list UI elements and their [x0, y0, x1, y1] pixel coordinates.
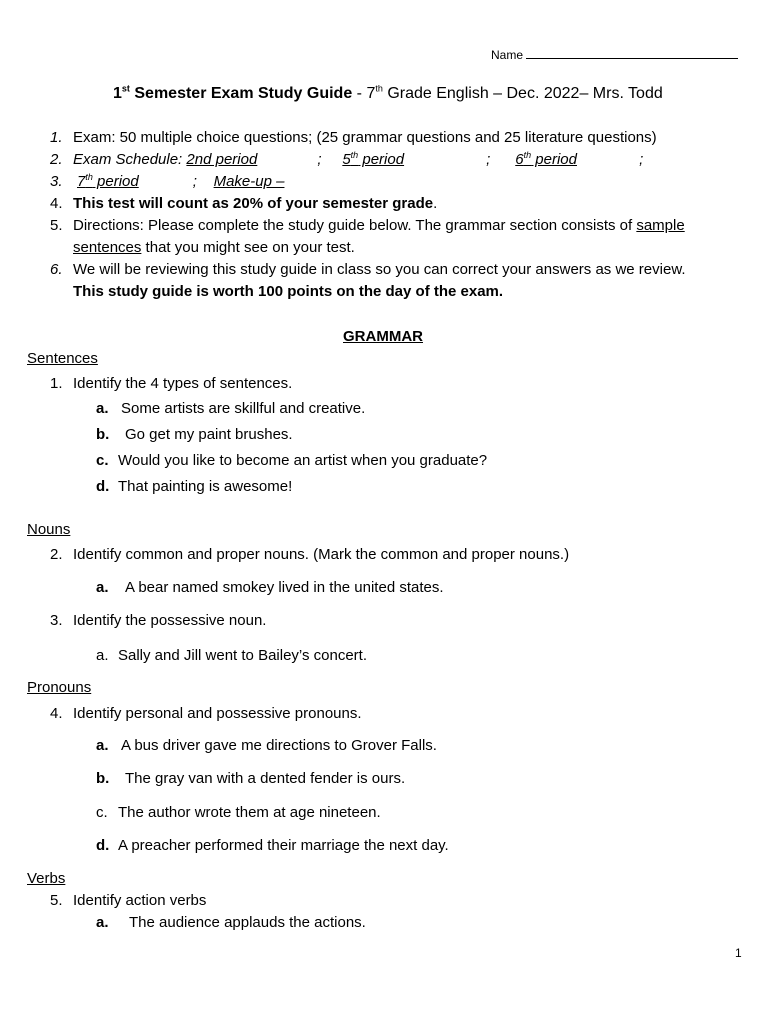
q2a-label: a. — [96, 579, 109, 596]
intro-item-2: Exam Schedule: 2nd period ; 5th period ; 6th period ; — [73, 150, 644, 168]
grammar-heading: GRAMMAR — [343, 328, 423, 345]
intro-item-6: We will be reviewing this study guide in class so you can correct your answers as we review. — [73, 261, 686, 278]
intro-item-1-num: 1. — [50, 129, 63, 146]
section-sentences: Sentences — [27, 350, 98, 367]
intro-item-4: This test will count as 20% of your semester grade. — [73, 195, 438, 212]
q2-text: Identify common and proper nouns. (Mark the common and proper nouns.) — [73, 546, 570, 563]
q1c-text: Would you like to become an artist when you graduate? — [118, 452, 488, 469]
q1b-label: b. — [96, 426, 110, 443]
section-nouns: Nouns — [27, 521, 71, 538]
q4a-text: A bus driver gave me directions to Grover Falls. — [121, 737, 437, 754]
q4d-label: d. — [96, 837, 110, 854]
intro-item-6-num: 6. — [50, 261, 63, 278]
q3a-label: a. — [96, 647, 109, 664]
q4c-text: The author wrote them at age nineteen. — [118, 804, 381, 821]
q3a-text: Sally and Jill went to Bailey’s concert. — [118, 647, 368, 664]
name-label: Name — [491, 48, 524, 62]
q1a-label: a. — [96, 400, 109, 417]
q4-num: 4. — [50, 705, 63, 722]
intro-item-5-num: 5. — [50, 217, 63, 234]
q4b-label: b. — [96, 770, 110, 787]
q1-num: 1. — [50, 375, 63, 392]
q1a-text: Some artists are skillful and creative. — [121, 400, 366, 417]
q2-num: 2. — [50, 546, 63, 563]
q4a-label: a. — [96, 737, 109, 754]
q3-text: Identify the possessive noun. — [73, 612, 267, 629]
section-verbs: Verbs — [27, 870, 66, 887]
name-blank — [526, 45, 738, 59]
q3-num: 3. — [50, 612, 63, 629]
intro-item-1: Exam: 50 multiple choice questions; (25 grammar questions and 25 literature questions) — [73, 129, 657, 146]
q5-text: Identify action verbs — [73, 892, 207, 909]
q4c-label: c. — [96, 804, 108, 821]
intro-item-6-bold: This study guide is worth 100 points on the day of the exam. — [73, 283, 504, 300]
intro-item-5-cont: sentences that you might see on your test. — [73, 239, 355, 256]
intro-item-3-num: 3. — [50, 173, 63, 190]
q5a-label: a. — [96, 914, 109, 931]
name-field — [491, 45, 738, 65]
intro-item-4-num: 4. — [50, 195, 63, 212]
section-pronouns: Pronouns — [27, 679, 92, 696]
q1d-text: That painting is awesome! — [118, 478, 293, 495]
q1c-label: c. — [96, 452, 109, 469]
intro-item-3: 7th period ; Make-up – — [77, 172, 285, 190]
page-title: 1st Semester Exam Study Guide - 7th Grade English – Dec. 2022– Mrs. Todd — [113, 83, 663, 102]
q4-text: Identify personal and possessive pronouns. — [73, 705, 362, 722]
q1d-label: d. — [96, 478, 110, 495]
q4d-text: A preacher performed their marriage the next day. — [118, 837, 449, 854]
q1-text: Identify the 4 types of sentences. — [73, 375, 293, 392]
intro-item-5: Directions: Please complete the study guide below. The grammar section consists of sample — [73, 217, 685, 234]
page-number: 1 — [735, 946, 742, 960]
intro-item-2-num: 2. — [50, 151, 63, 168]
q5a-text: The audience applauds the actions. — [129, 914, 366, 931]
q1b-text: Go get my paint brushes. — [125, 426, 293, 443]
q2a-text: A bear named smokey lived in the united states. — [125, 579, 444, 596]
q4b-text: The gray van with a dented fender is ours. — [125, 770, 406, 787]
q5-num: 5. — [50, 892, 63, 909]
